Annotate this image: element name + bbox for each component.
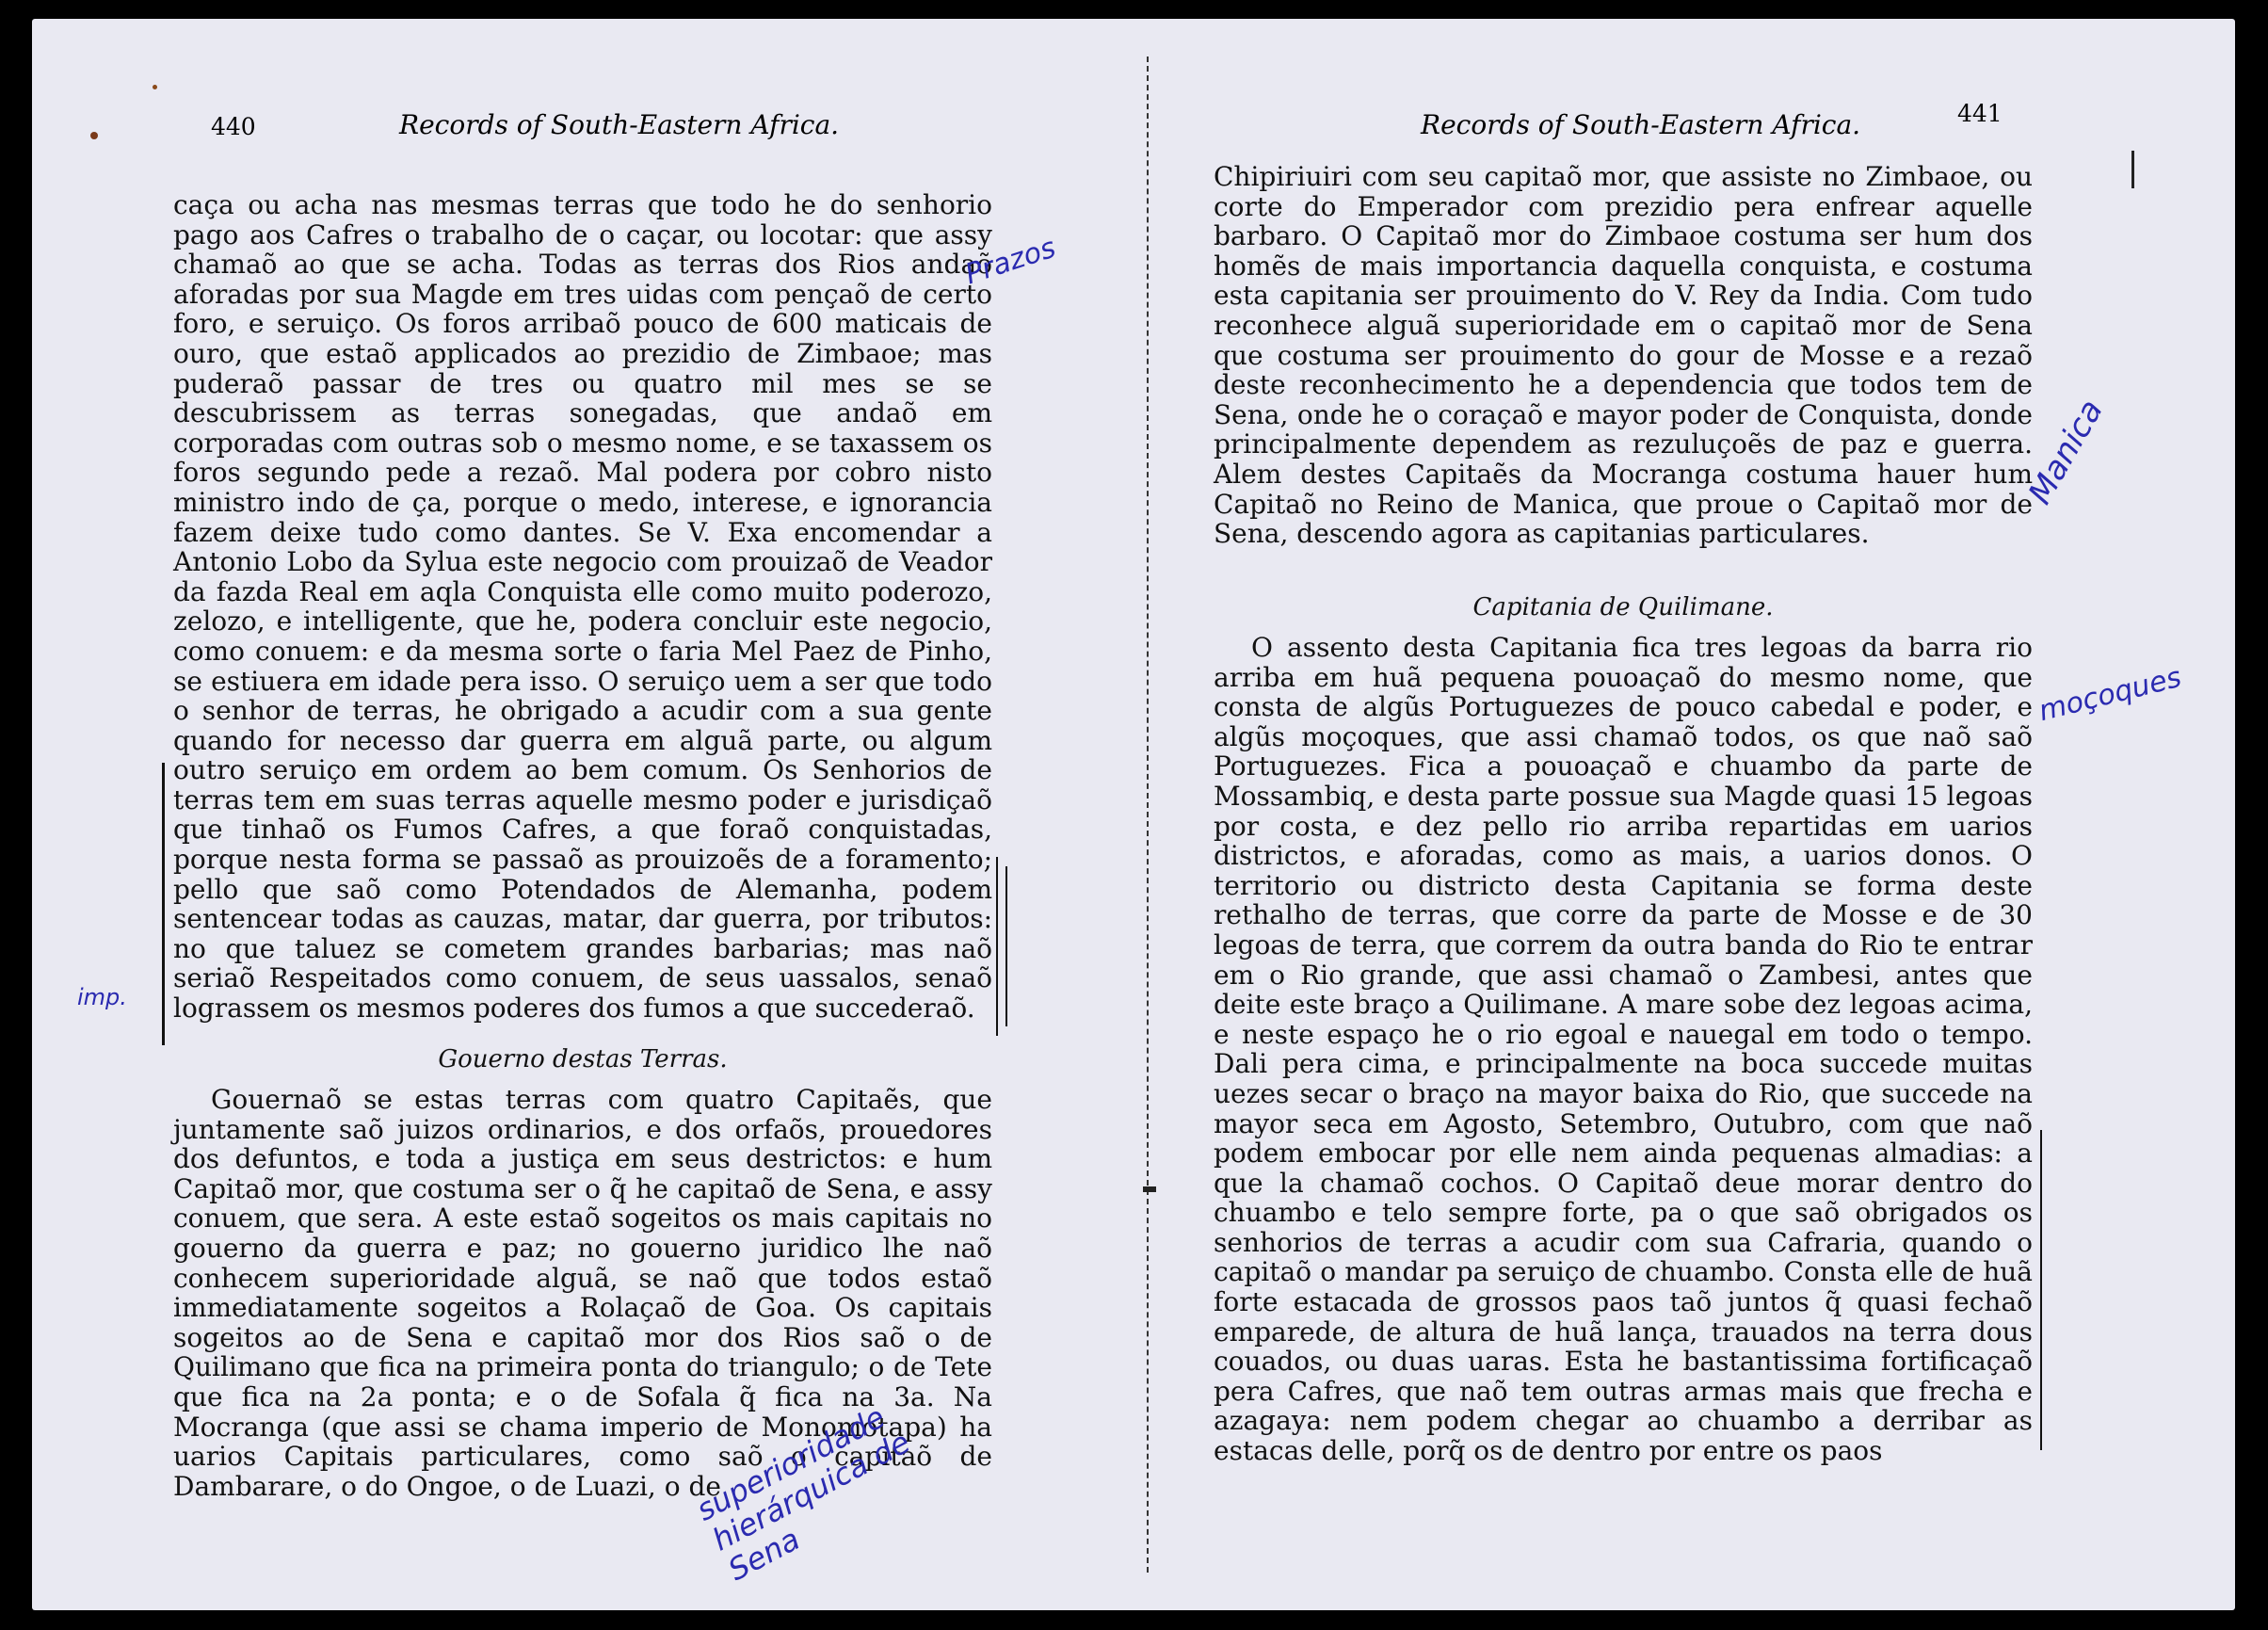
section-title: Gouerno destas Terras. — [438, 1045, 728, 1073]
section-title: Capitania de Quilimane. — [1472, 593, 1774, 621]
left-body-text — [173, 190, 992, 1038]
annotation-manica: Manica — [2020, 393, 2111, 511]
annotation-prazos: Prazos — [961, 231, 1060, 292]
left-page — [173, 19, 992, 1610]
annotation-mocoques: moçoques — [2035, 660, 2185, 729]
right-section-text — [1214, 633, 2033, 1480]
right-page — [1214, 19, 2033, 1610]
right-body-text — [1214, 162, 2033, 557]
stain-mark — [90, 132, 98, 139]
margin-bracket — [162, 763, 165, 1045]
scanned-page-spread — [32, 19, 2235, 1610]
running-title: Records of South-Eastern Africa. — [1421, 109, 1861, 140]
page-number: 441 — [1957, 100, 2003, 127]
paragraph: O assento desta Capitania fica tres legoas da barra rio arriba em huã pequena pouoaçaõ do mesmo nome, que consta de algũs Portuguezes de pouco cabedal e poder, e algũs moçoques, que assi chamaõ todos, os que naõ saõ Portuguezes. Fica a pouoaçaõ e chuambo da parte de Mossambiq, e desta parte possue sua Magde quasi 15 legoas por costa, e dez pello rio arriba repartidas em uarios districtos, e aforadas, como as mais, a uarios donos. O territorio ou districto desta Capitania se forma deste rethalho de terras, que corre da parte de Mosse e de 30 legoas de terra, que correm da outra banda do Rio te entrar em o Rio grande, que assi chamaõ o Zambesi, antes que deite este braço a Quilimane. A mare sobe dez legoas acima, e neste espaço he o rio egoal e nauegal em todo o tempo. Dali pera cima, e principalmente na boca succede muitas uezes secar o braço na mayor baixa do Rio, que succede na mayor seca em Agosto, Setembro, Outubro, com que naõ podem embocar por elle nem ainda pequenas almadias: a que la chamaõ cochos. O Capitaõ deue morar dentro do chuambo e telo sempre forte, pa o que saõ obrigados os senhorios de terras a acudir com sua Cafraria, quando o capitaõ o mandar pa seruiço de chuambo. Consta elle de huã forte estacada de grossos paos taõ juntos q̃ quasi fechaõ emparede, de altura de huã lança, trauados na terra dous couados, ou duas uaras. Esta he bastantissima fortificaçaõ pera Cafres, que naõ tem outras armas mais que frecha e azagaya: nem podem chegar ao chuambo a derribar as estacas delle, porq̃ os de dentro por entre os paos — [1214, 632, 2033, 1467]
stain-mark — [153, 85, 157, 89]
edge-mark — [2131, 151, 2134, 188]
edge-mark — [1143, 1186, 1156, 1192]
paragraph: Gouernaõ se estas terras com quatro Capitaẽs, que juntamente saõ juizos ordinarios, e dos orfaõs, prouedores dos defuntos, e toda a justiça em seus destrictos: e hum Capitaõ mor, que costuma ser o q̃ he capitaõ de Sena, e assy conuem, que sera. A este estaõ sogeitos os mais capitais no gouerno da guerra e paz; no gouerno juridico lhe naõ conhecem superioridade alguã, se naõ que todos estaõ immediatamente sogeitos a Rolaçaõ de Goa. Os capitais sogeitos ao de Sena e capitaõ mor dos Rios saõ o de Quilimano que fica na primeira ponta do triangulo; o de Tete que fica na 2a ponta; e o de Sofala q̃ fica na 3a. Na Mocranga (que assi se chama imperio de Monomotapa) ha uarios Capitais particulares, como saõ o capitaõ de Dambarare, o do Ongoe, o de Luazi, o de — [173, 1084, 992, 1502]
right-header — [1214, 100, 2033, 151]
running-title: Records of South-Eastern Africa. — [399, 109, 840, 140]
annotation-superioridade: superioridade hierárquica de Sena — [690, 1398, 916, 1589]
margin-bracket — [2040, 1130, 2042, 1450]
left-header — [173, 109, 992, 151]
paragraph: Chipiriuiri com seu capitaõ mor, que assiste no Zimbaoe, ou corte do Emperador com prezidio pera enfrear aquelle barbaro. O Capitaõ mor do Zimbaoe costuma ser hum dos homẽs de mais importancia daquella conquista, e costuma esta capitania ser prouimento do V. Rey da India. Com tudo reconhece alguã superioridade em o capitaõ mor de Sena que costuma ser prouimento do gour de Mosse e a rezaõ deste reconhecimento he a dependencia que todos tem de Sena, onde he o coraçaõ e mayor poder de Conquista, donde principalmente dependem as rezuluçoẽs de paz e guerra. Alem destes Capitaẽs da Mocranga costuma hauer hum Capitaõ no Reino de Manica, que proue o Capitaõ mor de Sena, descendo agora as capitanias particulares. — [1214, 161, 2033, 550]
annotation-imp: imp. — [77, 984, 127, 1010]
margin-bracket — [1005, 866, 1007, 1026]
page-number: 440 — [211, 113, 256, 140]
margin-bracket — [996, 857, 998, 1036]
page-fold — [1147, 56, 1149, 1573]
paragraph: caça ou acha nas mesmas terras que todo he do senhorio pago aos Cafres o trabalho de o caçar, ou locotar: que assy chamaõ ao que se acha. Todas as terras dos Rios andaõ aforadas por sua Magde em tres uidas com pençaõ de certo foro, e seruiço. Os foros arribaõ pouco de 600 maticais de ouro, que estaõ applicados ao prezidio de Zimbaoe; mas puderaõ passar de tres ou quatro mil mes se se descubrissem as terras sonegadas, que andaõ em corporadas com outras sob o mesmo nome, e se taxassem os foros segundo pede a rezaõ. Mal podera por cobro nisto ministro indo de ça, porque o medo, interese, e ignorancia fazem deixe tudo como dantes. Se V. Exa encomendar a Antonio Lobo da Sylua este negocio com prouizaõ de Veador da fazda Real em aqla Conquista elle como muito poderozo, zelozo, e intelligente, que he, podera concluir este negocio, como conuem: e da mesma sorte o faria Mel Paez de Pinho, se estiuera em idade pera isso. O seruiço uem a ser que todo o senhor de terras, he obrigado a acudir com a sua gente quando for necesso dar guerra em alguã parte, ou algum outro seruiço em ordem ao bem comum. Os Senhorios de terras tem em suas terras aquelle mesmo poder e jurisdiçaõ que tinhaõ os Fumos Cafres, a que foraõ conquistadas, porque nesta forma se passaõ as prouizoẽs de a foramento; pello que saõ como Potendados de Alemanha, podem sentencear todas as cauzas, matar, dar guerra, por tributos: no que taluez se cometem grandes barbarias; mas naõ seriaõ Respeitados como conuem, de seus uassalos, senaõ lograssem os mesmos poderes dos fumos a que succederaõ. — [173, 189, 992, 1025]
